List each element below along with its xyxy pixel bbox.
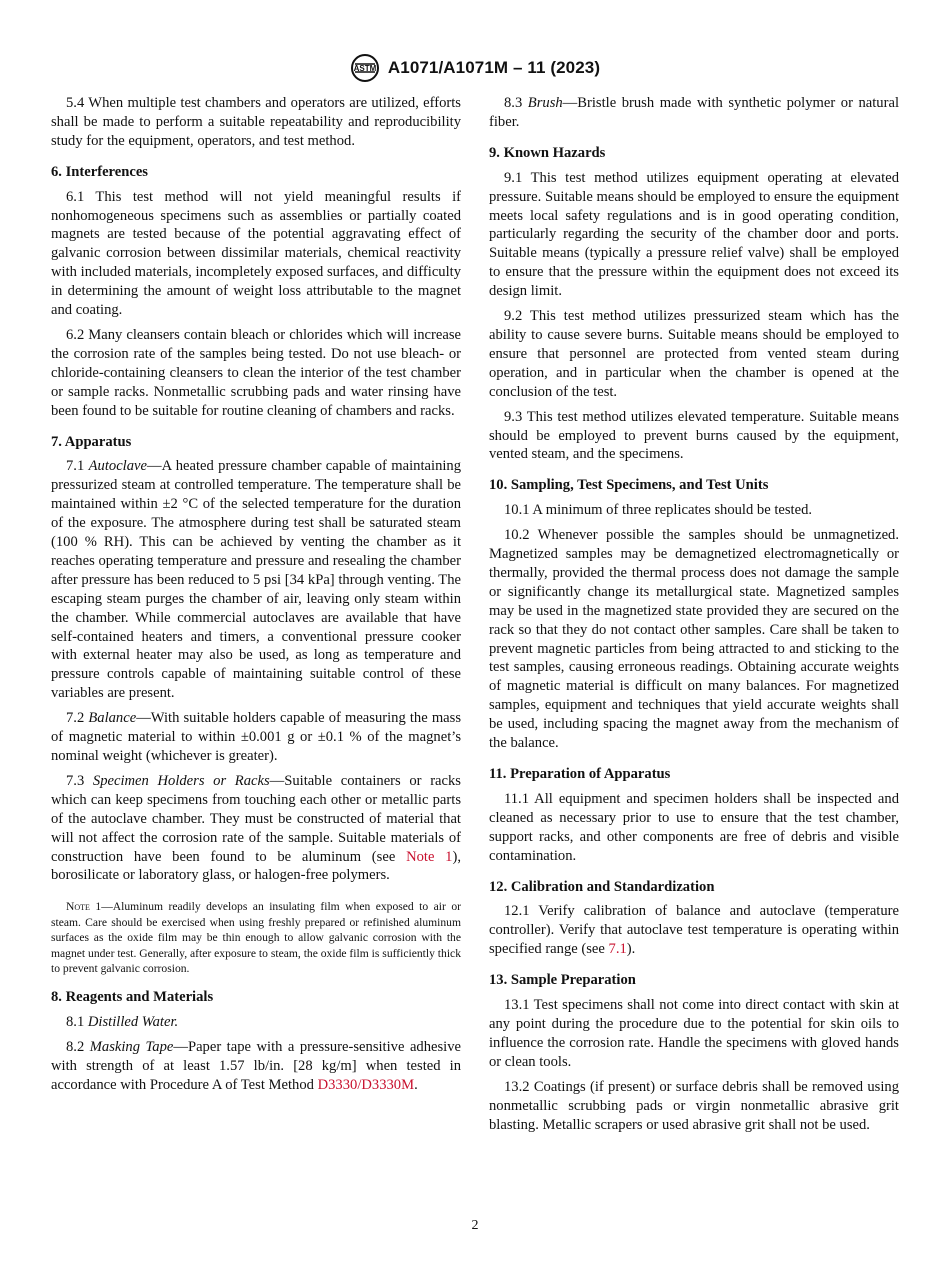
svg-text:ASTM: ASTM — [353, 64, 377, 73]
page-number: 2 — [471, 1218, 479, 1233]
term-brush: Brush — [527, 95, 563, 111]
paragraph-13-1: 13.1 Test specimens shall not come into direct contact with skin at any point during the procedure due to the potential for skin oils to influence the corrosion rate. Handle the specimens with gloved hands or clean tools. — [489, 997, 899, 1070]
section-9-heading: 9. Known Hazards — [489, 144, 606, 161]
paragraph-7-3: 7.3 Specimen Holders or Racks—Suitable containers or racks which can keep specimens from touching each other or metallic parts of the autoclave chamber. They must be constructed of material that will not affect the corrosion rate of the sample. Suitable materials of construction have been found to be aluminum (see Note 1), borosilicate or laboratory glass, or halogen-free polymers. — [51, 772, 461, 884]
d3330-link[interactable]: D3330/D3330M — [317, 1077, 415, 1093]
paragraph-9-2: 9.2 This test method utilizes pressurized steam which has the ability to cause severe burns. Suitable means should be employed to ensure that personnel are protected from vented steam during operation, and in particular when the chamber is opened at the conclusion of the test. — [489, 308, 899, 400]
paragraph-9-1: 9.1 This test method utilizes equipment operating at elevated pressure. Suitable means should be employed to ensure the equipment meets local safety regulations and is in good operating condition, particularly regarding the security of the chamber door and ports. Suitable means (typically a pressure relief valve) shall be employed to ensure that the pressure within the equipment does not exceed its design limit. — [489, 169, 899, 300]
section-10-heading: 10. Sampling, Test Specimens, and Test Units — [489, 477, 769, 494]
page-header — [0, 50, 950, 86]
term-balance: Balance — [88, 710, 137, 727]
section-7-heading: 7. Apparatus — [51, 433, 132, 450]
left-column — [51, 94, 461, 1101]
paragraph-13-2: 13.2 Coatings (if present) or surface debris shall be removed using nonmetallic scrubbing pads or virgin nonmetallic abrasive grit blasting. Metallic scrapers or used abrasive grit shall not be used. — [489, 1078, 899, 1133]
paragraph-12-1: 12.1 Verify calibration of balance and autoclave (temperature controller). Verify that autoclave test temperature is operating within specified range (see 7.1). — [489, 903, 899, 958]
paragraph-5-4: 5.4 When multiple test chambers and operators are utilized, efforts shall be made to perform a suitable repeatability and reproducibility study for the equipment, operators, and test method. — [51, 95, 461, 149]
paragraph-11-1: 11.1 All equipment and specimen holders shall be inspected and cleaned as necessary prior to use to ensure that the test chamber, support racks, and other components are free of debris and visible contamination. — [489, 790, 899, 864]
section-6-heading: 6. Interferences — [51, 163, 148, 180]
astm-logo-icon — [350, 53, 380, 83]
paragraph-10-1: 10.1 A minimum of three replicates should be tested. — [504, 502, 813, 519]
paragraph-8-1: 8.1 Distilled Water. — [66, 1014, 179, 1031]
term-autoclave: Autoclave — [88, 458, 147, 475]
term-masking-tape: Masking Tape — [89, 1039, 174, 1056]
term-specimen-holders: Specimen Holders or Racks — [92, 772, 270, 789]
paragraph-10-2: 10.2 Whenever possible the samples should be unmagnetized. Magnetized samples may be demagnetized electromagnetically or thermally, provided the thermal process does not damage the sample or significantly change its metallurgical state. Magnetized samples may be used in the magnetized state provided they are secured on the rack so that they do not contact other samples. Care shall be taken to prevent magnetic particles from being attracted to and sticking to the test samples, causing erroneous readings. Obtaining accurate weights of magnetic material is difficult on many balances. For magnetized samples, equipment and techniques that yield accurate weights shall be used, including spacing the magnet away from the mechanism of the balance. — [489, 527, 899, 752]
section-8-heading: 8. Reagents and Materials — [51, 989, 214, 1006]
note-1-link[interactable]: Note 1 — [406, 848, 453, 865]
paragraph-7-2: 7.2 Balance—With suitable holders capable of measuring the mass of magnetic material to within ±0.001 g or ±0.1 % of the magnet’s nominal weight (whichever is greater). — [51, 710, 462, 764]
paragraph-6-1: 6.1 This test method will not yield meaningful results if nonhomogeneous specimens such as assemblies or partially coated magnets are tested because of the potential aggravating effect of galvanic corrosion between dissimilar materials, chemical reactivity with included materials, incompletely exposed surfaces, and difficulty in determining the amount of weight loss attributable to the magnet and coating. — [51, 188, 461, 319]
section-11-heading: 11. Preparation of Apparatus — [489, 766, 671, 782]
section-7-1-link[interactable]: 7.1 — [608, 941, 627, 958]
paragraph-9-3: 9.3 This test method utilizes elevated temperature. Suitable means should be employed to prevent burns caused by the equipment, vented steam, and the specimens. — [489, 408, 899, 463]
section-12-heading: 12. Calibration and Standardization — [489, 878, 715, 895]
term-distilled-water: Distilled Water. — [87, 1014, 179, 1031]
paragraph-8-3: 8.3 Brush—Bristle brush made with synthetic polymer or natural fiber. — [489, 95, 899, 130]
paragraph-8-2: 8.2 Masking Tape—Paper tape with a pressure-sensitive adhesive with strength of at least 1.57 lb/in. [28 kg/m] when tested in accordance with Procedure A of Test Method D3330/D3330M. — [51, 1039, 461, 1093]
right-column — [489, 94, 899, 1140]
note-1-label: Note 1 — [66, 900, 102, 914]
note-1: Note 1—Aluminum readily develops an insulating film when exposed to air or steam. Care should be exercised when using freshly prepared or refinished aluminum surfaces as the oxide film may be thin enough to allow galvanic corrosion with the magnet under test. Generally, after exposure to steam, the oxide film is sufficiently thick to prevent galvanic corrosion. — [51, 900, 461, 975]
paragraph-6-2: 6.2 Many cleansers contain bleach or chlorides which will increase the corrosion rate of the samples being tested. Do not use bleach- or chloride-containing cleansers to clean the interior of the test chamber or sample racks. Nonmetallic scrubbing pads and water rinsing have been found to be suitable for routine cleaning of chambers and racks. — [51, 326, 461, 419]
section-13-heading: 13. Sample Preparation — [489, 972, 636, 989]
document-id: A1071/A1071M – 11 (2023) — [387, 58, 601, 77]
paragraph-7-1: 7.1 Autoclave—A heated pressure chamber capable of maintaining pressurized steam at controlled temperature. The temperature shall be maintained within ±2 °C of the selected temperature for the duration of the exposure. The atmosphere during test shall be saturated steam (100 % RH). This can be achieved by venting the chamber as it reaches operating temperature and pressure and resealing the chamber after pressure has been reduced to 5 psi [34 kPa] through venting. The escaping steam purges the chamber of air, leaving only steam within the chamber. While commercial autoclaves are available that have self-contained heaters and timers, a conventional pressure cooker with external heater may also be used, as long as temperature and pressure controls capable of maintaining suitable control of these variables are present. — [51, 458, 462, 702]
